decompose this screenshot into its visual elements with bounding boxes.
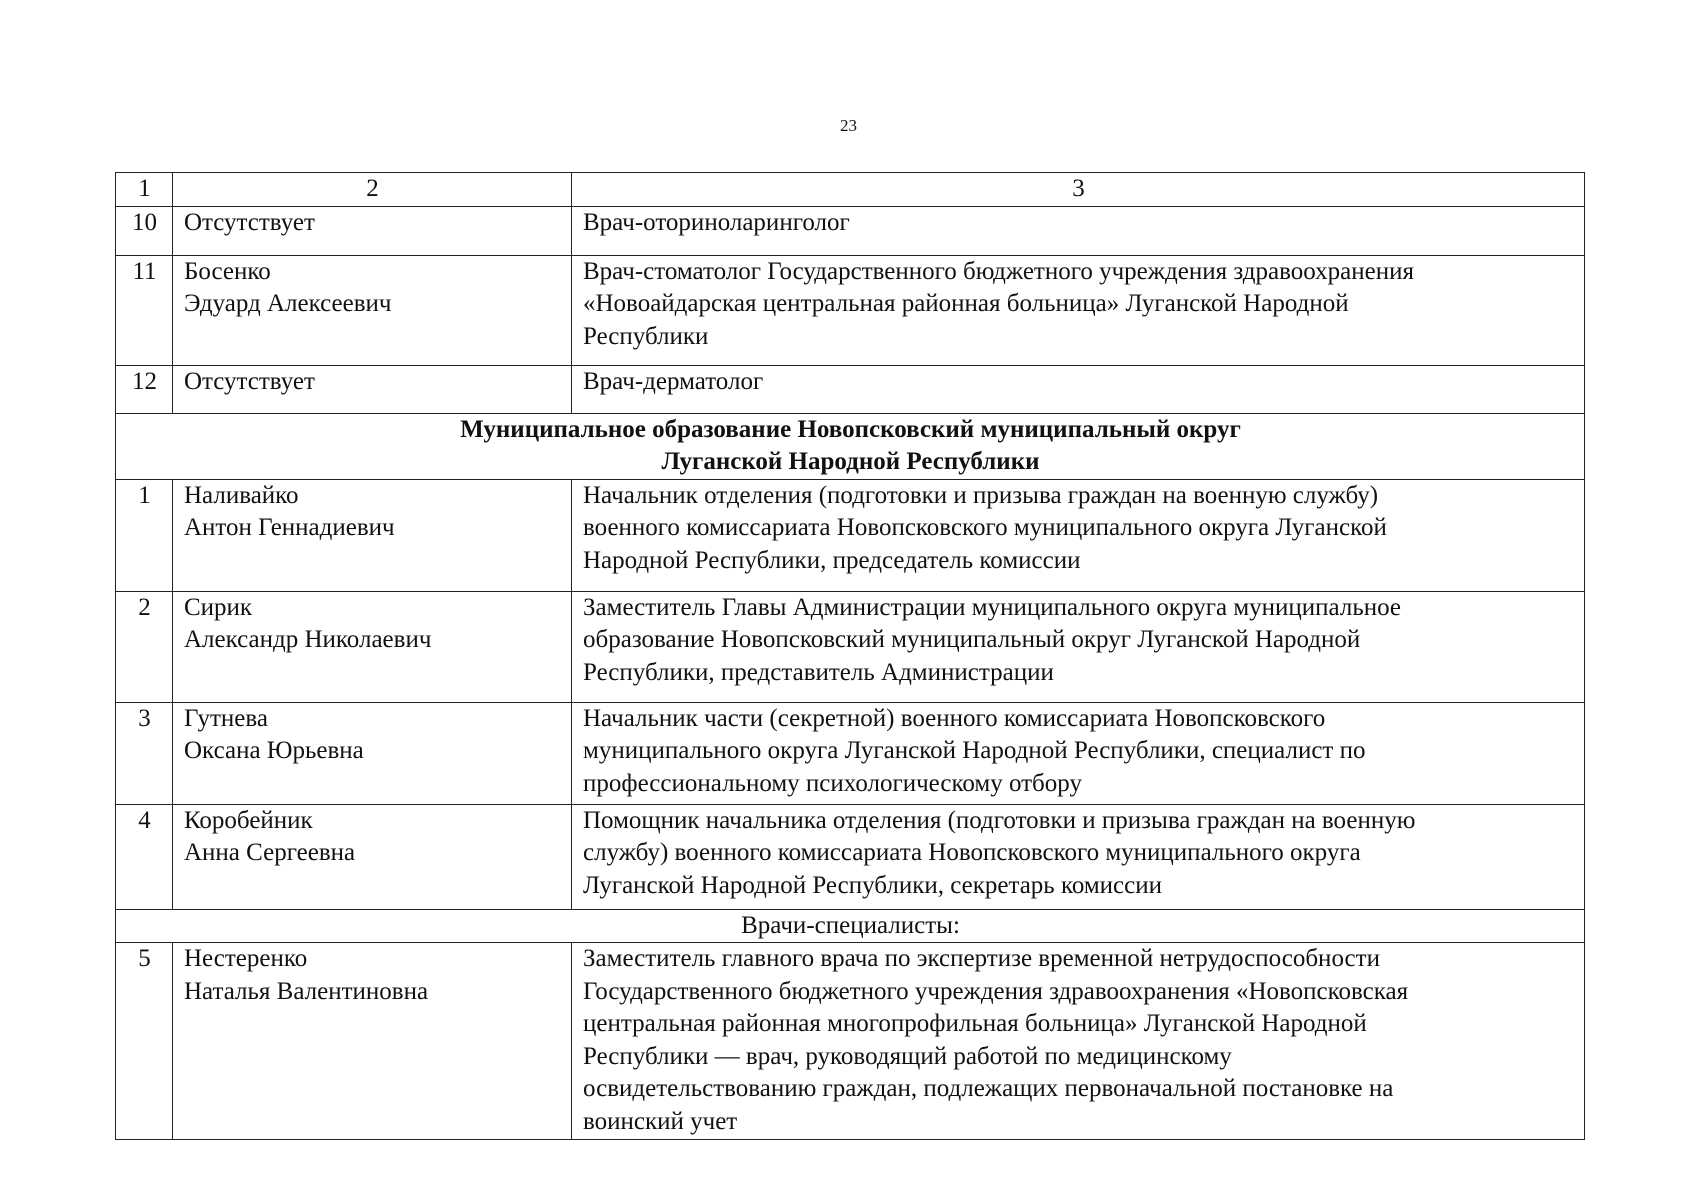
surname-line: Нестеренко xyxy=(184,945,308,972)
position-line: военного комиссариата Новопсковского муниципального округа Луганской xyxy=(583,514,1387,541)
column-number-2: 2 xyxy=(173,173,572,207)
given-names-line: Антон Геннадиевич xyxy=(184,514,395,541)
surname-line: Коробейник xyxy=(184,806,313,834)
table-row xyxy=(116,804,1585,909)
member-name xyxy=(173,702,572,804)
member-position xyxy=(572,943,1585,1140)
table-row xyxy=(116,206,1585,255)
member-name xyxy=(173,479,572,591)
member-position xyxy=(572,206,1585,255)
position-line: Народной Республики, председатель комиссии xyxy=(583,546,1081,574)
member-name xyxy=(173,591,572,702)
name-line: Отсутствует xyxy=(184,367,315,395)
column-numbers-row xyxy=(116,173,1585,207)
row-number: 12 xyxy=(116,365,173,413)
position-line: Республики, представитель Администрации xyxy=(583,658,1054,686)
position-line: образование Новопсковский муниципальный округ Луганской Народной xyxy=(583,626,1361,653)
row-number: 11 xyxy=(116,255,173,365)
position-line: центральная районная многопрофильная больница» Луганской Народной xyxy=(583,1010,1367,1037)
subsection-heading: Врачи-специалисты: xyxy=(116,909,1585,943)
section-heading-line: Луганской Народной Республики xyxy=(661,448,1040,475)
page-number: 23 xyxy=(840,116,857,135)
position-line: профессиональному психологическому отбору xyxy=(583,769,1082,797)
member-position xyxy=(572,479,1585,591)
given-names-line: Александр Николаевич xyxy=(184,626,432,653)
table-row xyxy=(116,702,1585,804)
position-line: воинский учет xyxy=(583,1107,738,1135)
position-line: Начальник отделения (подготовки и призыва граждан на военную службу) xyxy=(583,481,1379,509)
member-name xyxy=(173,255,572,365)
position-line: Врач-оториноларинголог xyxy=(583,208,850,236)
member-position xyxy=(572,365,1585,413)
row-number: 4 xyxy=(116,804,173,909)
section-heading xyxy=(116,413,1585,479)
section-heading-row xyxy=(116,413,1585,479)
given-names-line: Эдуард Алексеевич xyxy=(184,290,392,317)
position-line: Врач-стоматолог Государственного бюджетного учреждения здравоохранения xyxy=(583,257,1414,285)
table-row xyxy=(116,365,1585,413)
row-number: 10 xyxy=(116,206,173,255)
column-number-3: 3 xyxy=(572,173,1585,207)
position-line: службу) военного комиссариата Новопсковского муниципального округа xyxy=(583,839,1361,866)
member-name xyxy=(173,206,572,255)
position-line: Заместитель главного врача по экспертизе временной нетрудоспособности xyxy=(583,945,1380,972)
position-line: Помощник начальника отделения (подготовки и призыва граждан на военную xyxy=(583,806,1416,834)
position-line: Республики — врач, руководящий работой по медицинскому xyxy=(583,1042,1232,1070)
table-row xyxy=(116,591,1585,702)
member-name xyxy=(173,804,572,909)
member-position xyxy=(572,255,1585,365)
surname-line: Босенко xyxy=(184,257,271,285)
position-line: муниципального округа Луганской Народной Республики, специалист по xyxy=(583,737,1366,764)
section-heading-line: Муниципальное образование Новопсковский муниципальный округ xyxy=(460,415,1241,443)
row-number: 5 xyxy=(116,943,173,1140)
position-line: Заместитель Главы Администрации муниципального округа муниципальное xyxy=(583,593,1402,621)
column-number-1: 1 xyxy=(116,173,173,207)
row-number: 2 xyxy=(116,591,173,702)
surname-line: Наливайко xyxy=(184,481,299,509)
member-position xyxy=(572,702,1585,804)
table-row xyxy=(116,479,1585,591)
surname-line: Сирик xyxy=(184,593,253,621)
subsection-heading-row xyxy=(116,909,1585,943)
given-names-line: Анна Сергеевна xyxy=(184,839,356,866)
table-row xyxy=(116,943,1585,1140)
given-names-line: Оксана Юрьевна xyxy=(184,737,364,764)
position-line: Начальник части (секретной) военного комиссариата Новопсковского xyxy=(583,704,1326,732)
member-position xyxy=(572,804,1585,909)
position-line: Врач-дерматолог xyxy=(583,367,764,395)
position-line: «Новоайдарская центральная районная больница» Луганской Народной xyxy=(583,290,1349,317)
commission-table xyxy=(115,172,1585,1140)
row-number: 1 xyxy=(116,479,173,591)
row-number: 3 xyxy=(116,702,173,804)
name-line: Отсутствует xyxy=(184,208,315,236)
position-line: Республики xyxy=(583,322,709,350)
member-name xyxy=(173,365,572,413)
table-row xyxy=(116,255,1585,365)
position-line: Государственного бюджетного учреждения здравоохранения «Новопсковская xyxy=(583,977,1409,1005)
position-line: освидетельствованию граждан, подлежащих первоначальной постановке на xyxy=(583,1075,1394,1102)
member-position xyxy=(572,591,1585,702)
surname-line: Гутнева xyxy=(184,704,268,732)
member-name xyxy=(173,943,572,1140)
given-names-line: Наталья Валентиновна xyxy=(184,977,429,1005)
position-line: Луганской Народной Республики, секретарь комиссии xyxy=(583,871,1163,899)
